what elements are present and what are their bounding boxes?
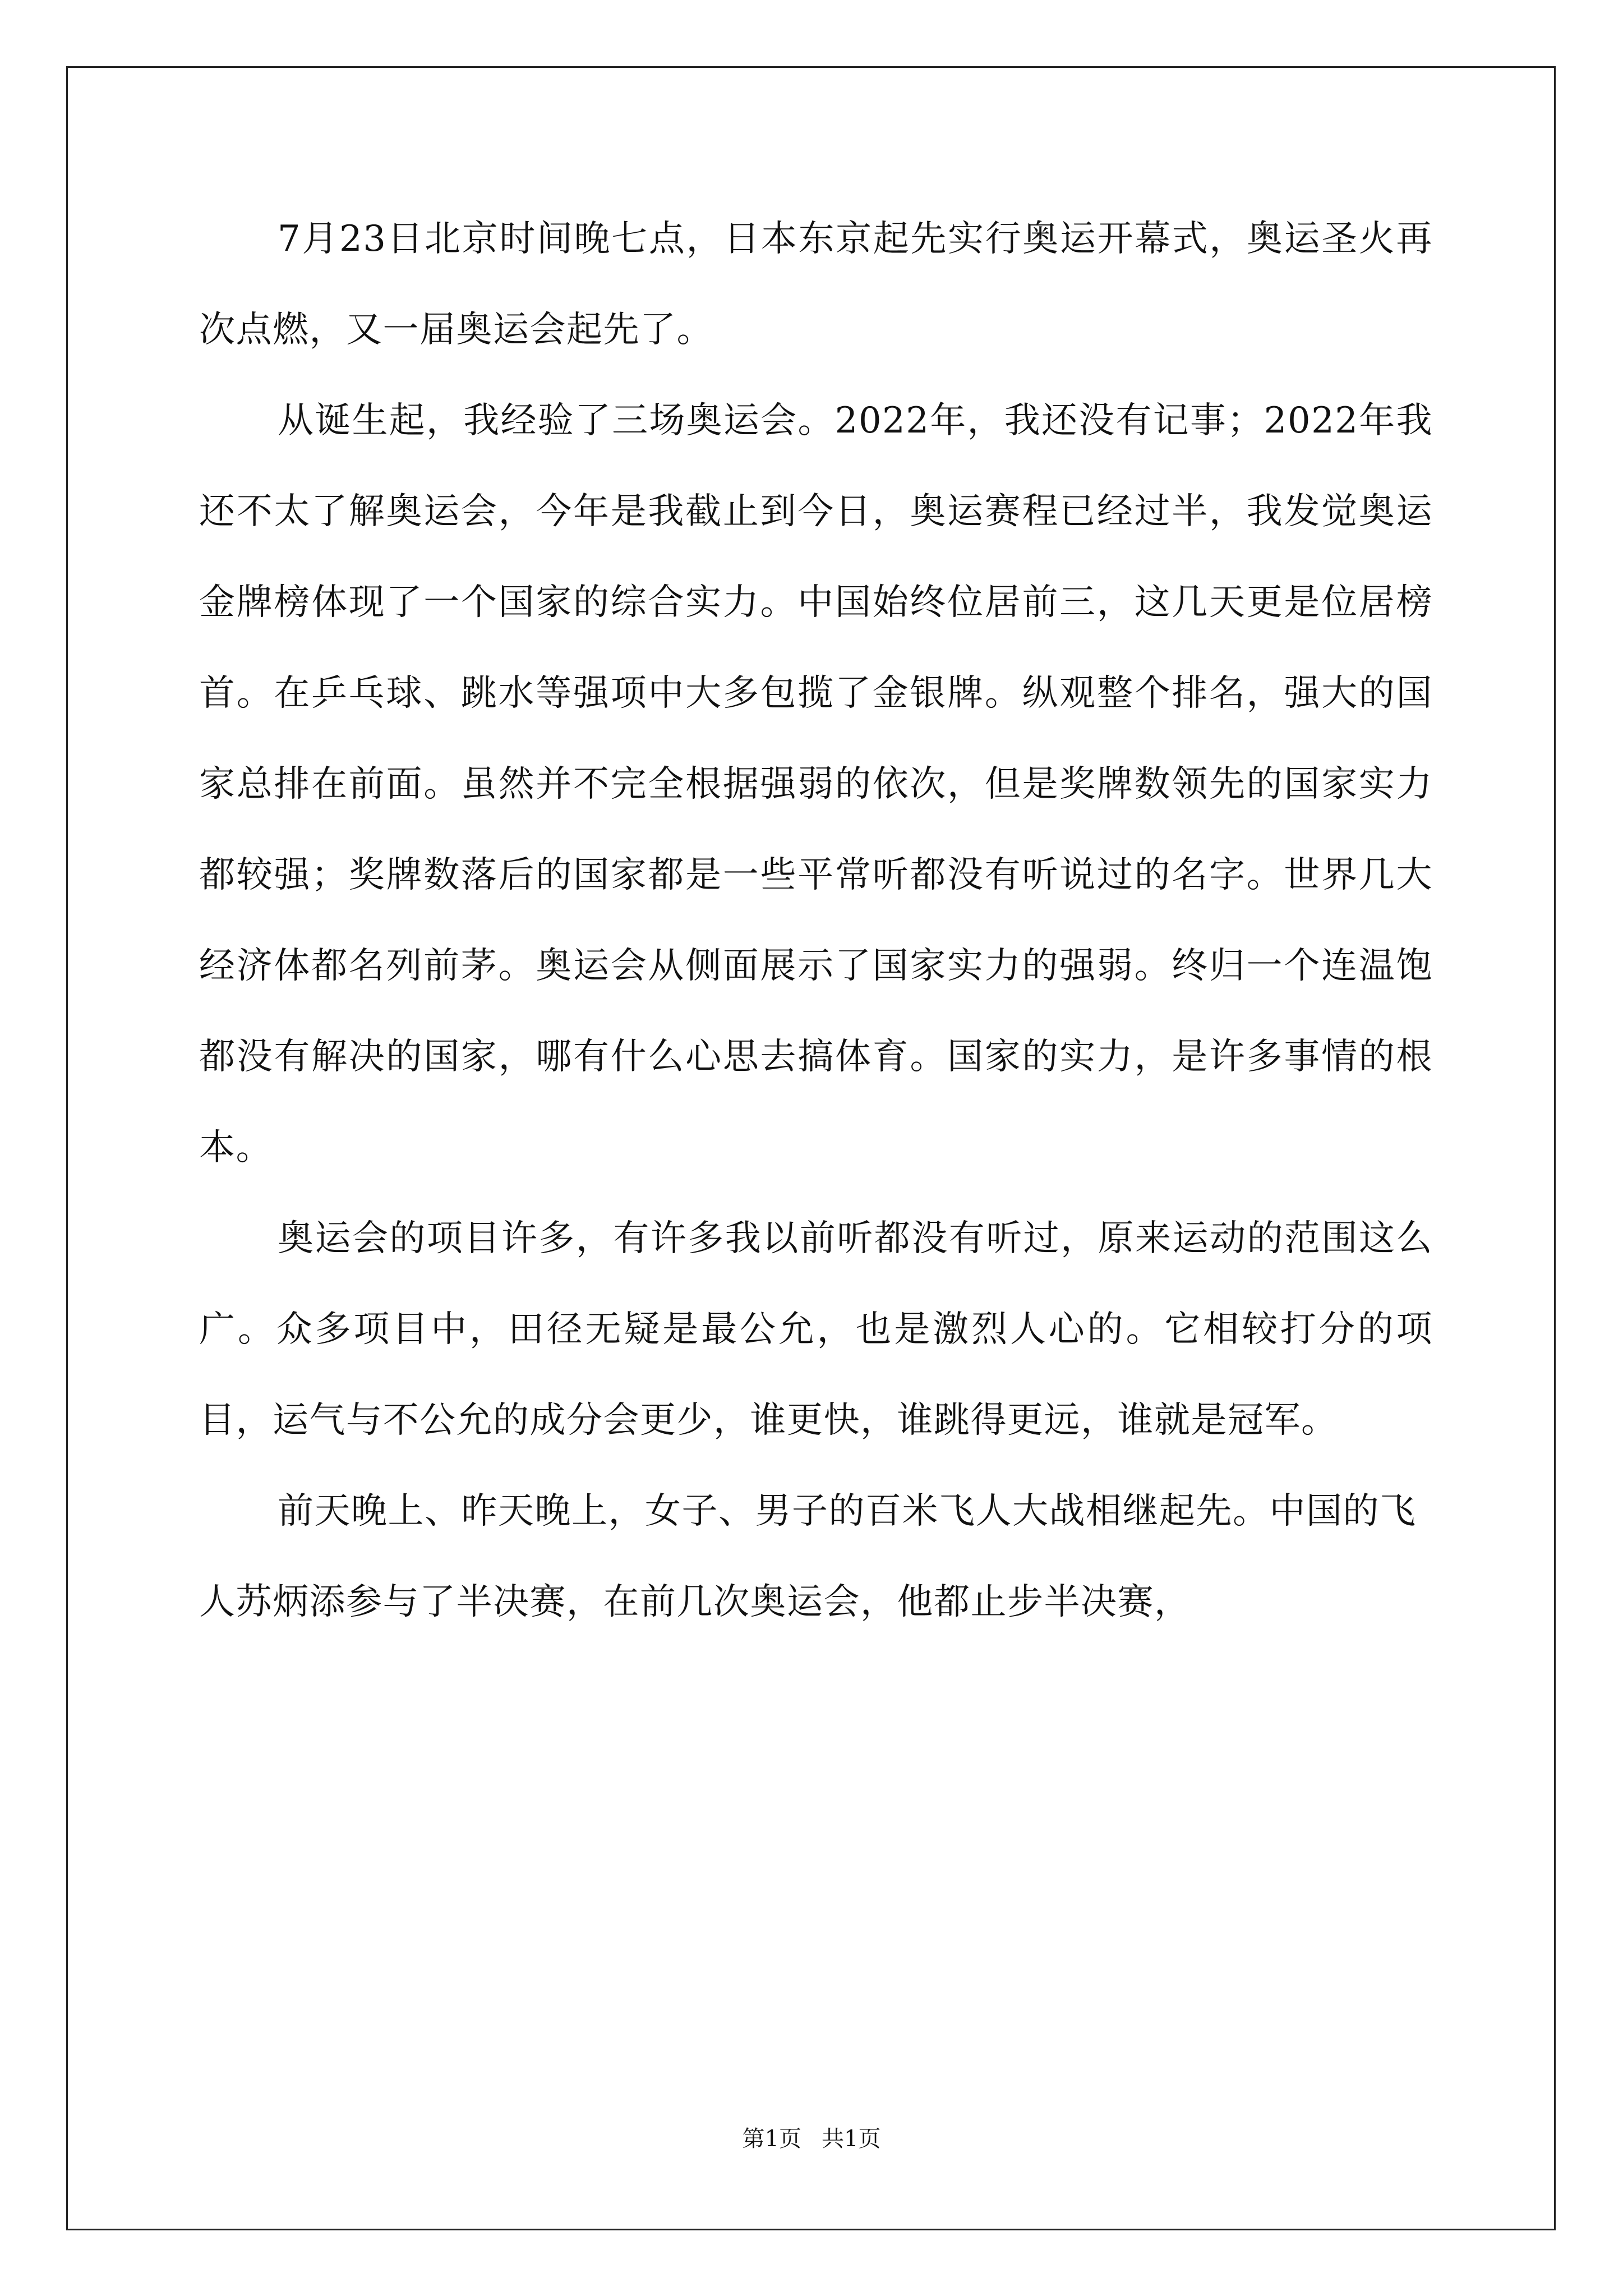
paragraph-4: 前天晚上、昨天晚上，女子、男子的百米飞人大战相继起先。中国的飞人苏炳添参与了半决赛，在前几次奥运会，他都止步半决赛， (199, 1490, 1417, 1623)
page-total: 共1页 (822, 2126, 881, 2152)
page-number: 第1页 (742, 2126, 801, 2152)
page-footer (0, 2125, 1623, 2153)
paragraph-2: 从诞生起，我经验了三场奥运会。2022年，我还没有记事；2022年我还不太了解奥运会，今年是我截止到今日，奥运赛程已经过半，我发觉奥运金牌榜体现了一个国家的综合实力。中国始终位居前三，这几天更是位居榜首。在乒乓球、跳水等强项中大多包揽了金银牌。纵观整个排名，强大的国家总排在前面。虽然并不完全根据强弱的依次，但是奖牌数领先的国家实力都较强；奖牌数落后的国家都是一些平常听都没有听说过的名字。世界几大经济体都名列前茅。奥运会从侧面展示了国家实力的强弱。终归一个连温饱都没有解决的国家，哪有什么心思去搞体育。国家的实力，是许多事情的根本。 (199, 400, 1433, 1168)
paragraph-1: 7月23日北京时间晚七点，日本东京起先实行奥运开幕式，奥运圣火再次点燃，又一届奥运会起先了。 (199, 218, 1433, 351)
document-body (199, 194, 1433, 1648)
paragraph-3: 奥运会的项目许多，有许多我以前听都没有听过，原来运动的范围这么广。众多项目中，田径无疑是最公允，也是激烈人心的。它相较打分的项目，运气与不公允的成分会更少，谁更快，谁跳得更远，谁就是冠军。 (199, 1218, 1433, 1441)
